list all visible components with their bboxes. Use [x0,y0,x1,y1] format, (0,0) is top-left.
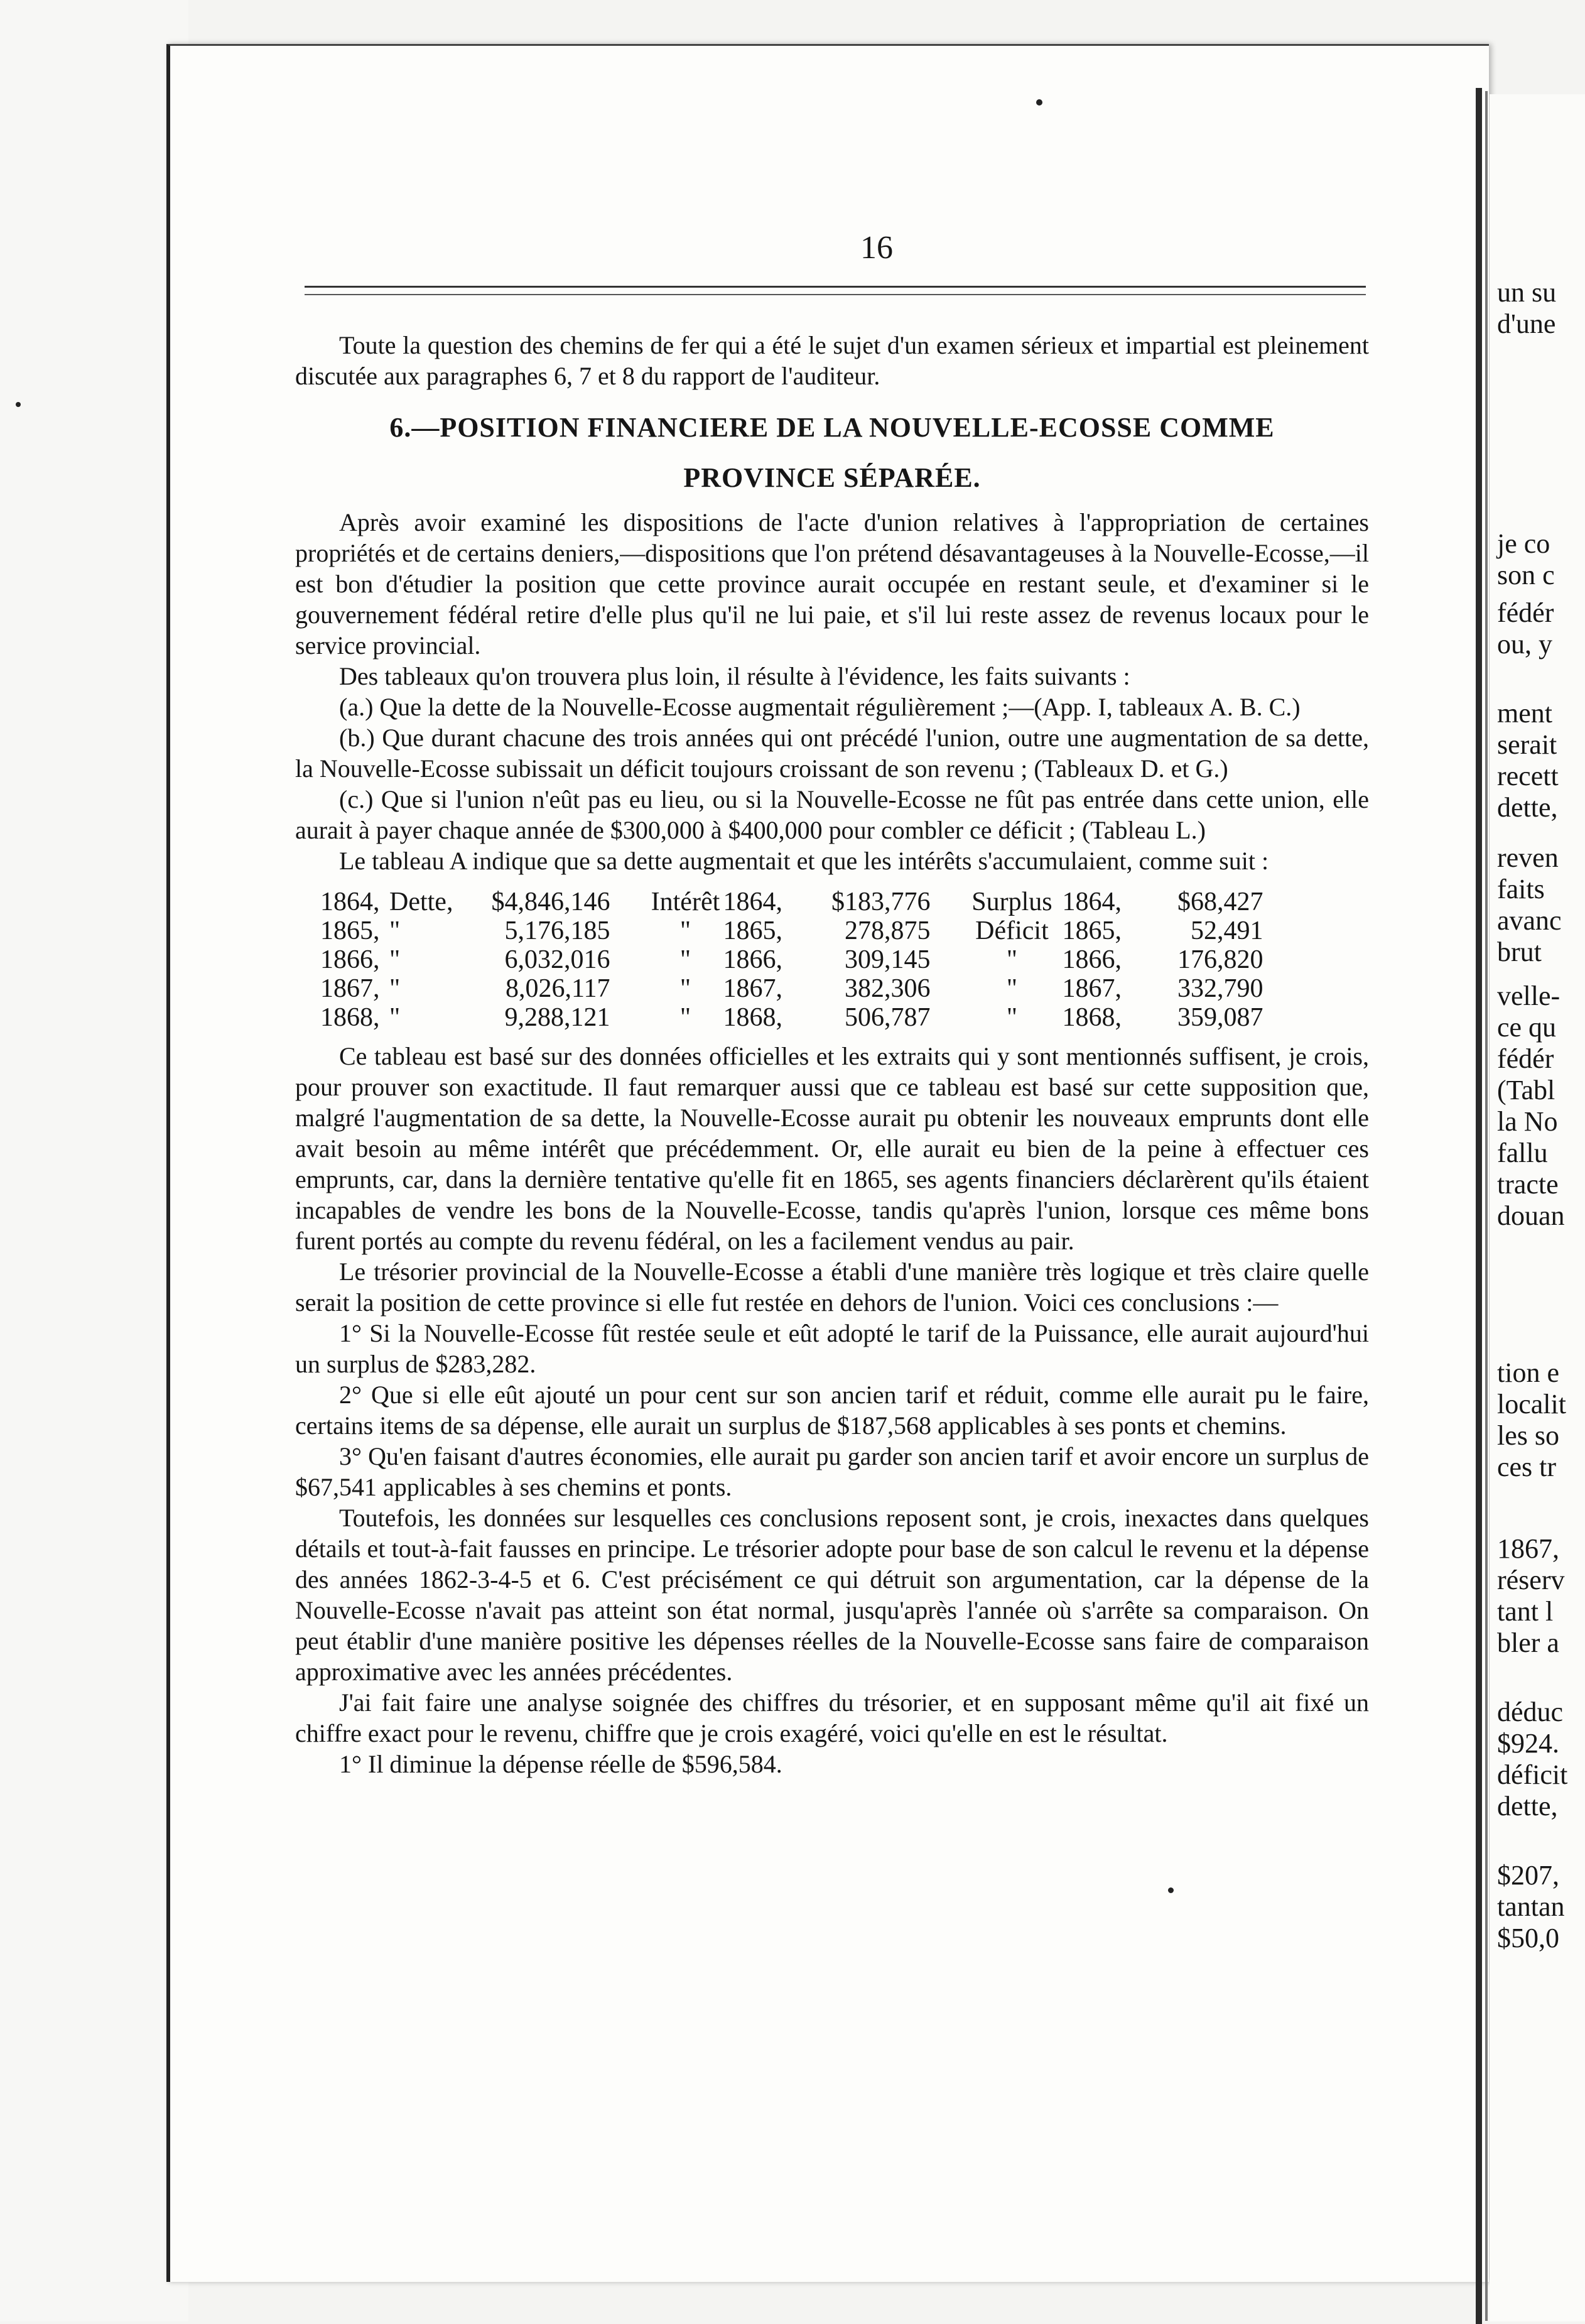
table-interest-cell: 506,787 [844,1003,931,1032]
facing-page-text-fragment: faits [1497,874,1545,904]
table-balance-cell: $68,427 [1177,888,1263,916]
facing-page-text-fragment: recett [1497,761,1559,791]
facing-page-text-fragment: les so [1497,1420,1559,1451]
table-label-cell: " [1006,1003,1018,1032]
intro-paragraph: Toute la question des chemins de fer qui a été le sujet d'un examen sérieux et impartial est pleinement discutée aux paragraphes 6, 7 et 8 du rapport de l'auditeur. [295,331,1369,390]
facing-page-text-fragment: localit [1497,1389,1566,1420]
table-label-cell: " [679,974,691,1003]
paragraph: 2° Que si elle eût ajouté un pour cent sur son ancien tarif et réduit, comme elle aurait pu le faire, certains items de sa dépense, elle aurait un surplus de $187,568 applicables à ses ponts et chemins. [295,1381,1369,1440]
table-label-cell: " [389,1003,401,1032]
table-year-cell: 1868, [320,1003,380,1032]
table-year-cell: 1864, [1062,888,1122,916]
table-row [320,974,1263,1003]
page-gutter-shadow [1485,91,1488,2321]
table-label-cell: Intérêt [651,888,720,916]
facing-page-text-fragment: $50,0 [1497,1923,1559,1953]
facing-page-text-fragment: dette, [1497,792,1558,823]
table-row [320,1003,1263,1032]
page-gutter [1476,88,1482,2324]
table-year-cell: 1868, [723,1003,782,1032]
facing-page-text-fragment: brut [1497,937,1542,967]
facing-page-text-fragment: tant l [1497,1596,1554,1627]
table-label-cell: " [389,945,401,974]
facing-page-text-fragment: tantan [1497,1891,1565,1922]
facing-page-text-fragment: fédér [1497,597,1554,628]
table-label-cell: " [679,1003,691,1032]
paragraph: Ce tableau est basé sur des données officielles et les extraits qui y sont mentionnés suffisent, je crois, pour prouver son exactitude. Il faut remarquer aussi que ce tableau est basé sur cette supposition que, malgré l'augmentation de sa dette, la Nouvelle-Ecosse aurait pu obtenir les nouveaux emprunts dont elle avait besoin au même intérêt que précédemment. Or, elle aurait eu bien de la peine à effectuer ces emprunts, car, dans la dernière tentative qu'elle fit en 1865, ses agents financiers déclarèrent qu'ils étaient incapables de vendre les bons de la Nouvelle-Ecosse, tandis qu'après l'union, lorsque ces même bons furent portés au compte du revenu fédéral, on les a facilement vendus au pair. [295,1042,1369,1255]
paragraphs-before-table [295,507,1369,876]
table-label-cell: Dette, [389,888,453,916]
table-label-cell: Surplus [971,888,1052,916]
facing-page-text-fragment: ment [1497,698,1552,729]
table-label-cell: " [679,916,691,945]
table-debt-cell: 8,026,117 [506,974,610,1003]
facing-page-text-fragment: ces tr [1497,1452,1557,1482]
paragraph: Des tableaux qu'on trouvera plus loin, il résulte à l'évidence, les faits suivants : [339,662,1130,690]
table-year-cell: 1867, [1062,974,1122,1003]
speck-mark [16,402,21,407]
table-label-cell: " [389,974,401,1003]
table-label-cell: Déficit [975,916,1049,945]
table-debt-cell: $4,846,146 [491,888,610,916]
table-label-cell: " [1006,945,1018,974]
paragraph: (c.) Que si l'union n'eût pas eu lieu, ou si la Nouvelle-Ecosse ne fût pas entrée dans cette union, elle aurait à payer chaque année de $300,000 à $400,000 pour combler ce déficit ; (Tableau L.) [295,785,1369,844]
facing-page-text-fragment: bler a [1497,1627,1559,1658]
facing-page-text-fragment: la No [1497,1106,1558,1137]
table-year-cell: 1867, [320,974,380,1003]
facing-page-text-fragment: fallu [1497,1138,1548,1168]
table-year-cell: 1865, [723,916,782,945]
facing-page-text-fragment: son c [1497,560,1555,590]
paragraph: J'ai fait faire une analyse soignée des chiffres du trésorier, et en supposant même qu'il ait fixé un chiffre exact pour le revenu, chiffre que je crois exagéré, voici qu'elle en est le résultat. [295,1688,1369,1747]
table-year-cell: 1866, [723,945,782,974]
paragraphs-after-table [295,1041,1369,1779]
facing-page-text-fragment: serait [1497,729,1557,760]
facing-page-text-fragment: ou, y [1497,629,1552,660]
table-year-cell: 1866, [320,945,380,974]
facing-page-text-fragment: $924. [1497,1728,1559,1759]
facing-page-text-fragment: avanc [1497,905,1562,936]
paragraph: Après avoir examiné les dispositions de l'acte d'union relatives à l'appropriation de certaines propriétés et de certains deniers,—dispositions que l'on prétend désavantageuses à la Nouvelle-Ecosse,—il est bon d'étudier la position que cette province aurait occupée en restant seule, et d'examiner si le gouvernement fédéral retire d'elle plus qu'il ne lui paie, et s'il lui reste assez de revenus locaux pour le service provincial. [295,508,1369,660]
facing-page-text-fragment: (Tabl [1497,1075,1555,1105]
speck-mark [1036,99,1042,106]
facing-page-fragment [1490,94,1585,2321]
facing-page-text-fragment: reven [1497,842,1559,873]
paragraph: 1° Il diminue la dépense réelle de $596,584. [339,1750,782,1778]
table-year-cell: 1864, [320,888,380,916]
table-year-cell: 1867, [723,974,782,1003]
paragraph: Toutefois, les données sur lesquelles ces conclusions reposent sont, je crois, inexactes dans quelques détails et tout-à-fait fausses en principe. Le trésorier adopte pour base de son calcul le revenu et la dépense des années 1862-3-4-5 et 6. C'est précisément ce qui détruit son argumentation, car la dépense de la Nouvelle-Ecosse n'avait pas atteint son état normal, jusqu'après l'année où s'arrête sa comparaison. On peut établir d'une manière positive les dépenses réelles de la Nouvelle-Ecosse sans faire de comparaison approximative avec les années précédentes. [295,1504,1369,1686]
paragraph: Le trésorier provincial de la Nouvelle-Ecosse a établi d'une manière très logique et très claire quelle serait la position de cette province si elle fut restée en dehors de l'union. Voici ces conclusions :— [295,1257,1369,1317]
speck-mark [1168,1887,1174,1893]
table-interest-cell: 278,875 [844,916,931,945]
facing-page-text-fragment: je co [1497,528,1550,559]
table-label-cell: " [679,945,691,974]
facing-page-text-fragment: tion e [1497,1357,1559,1388]
facing-page-text-fragment: tracte [1497,1169,1559,1200]
facing-page-text-fragment: déficit [1497,1759,1568,1790]
debt-interest-table [320,888,1263,1032]
facing-page-text-fragment: 1867, [1497,1533,1559,1564]
table-debt-cell: 5,176,185 [504,916,610,945]
facing-page-text-fragment: $207, [1497,1860,1559,1891]
table-row [320,945,1263,974]
paragraph: Le tableau A indique que sa dette augmentait et que les intérêts s'accumulaient, comme suit : [339,847,1269,875]
section-heading-line2: PROVINCE SÉPARÉE. [683,462,981,493]
body-text [295,330,1369,1779]
table-label-cell: " [1006,974,1018,1003]
page-number: 16 [860,230,893,266]
table-year-cell: 1865, [320,916,380,945]
facing-page-text-fragment: dette, [1497,1791,1558,1822]
table-balance-cell: 52,491 [1190,916,1263,945]
table-debt-cell: 6,032,016 [504,945,610,974]
paragraph: (a.) Que la dette de la Nouvelle-Ecosse augmentait régulièrement ;—(App. I, tableaux A. B. C.) [339,693,1301,721]
table-label-cell: " [389,916,401,945]
header-rule-secondary [305,294,1366,295]
section-heading [295,403,1369,503]
table-row [320,916,1263,945]
facing-page-text-fragment: d'une [1497,308,1556,339]
table-balance-cell: 332,790 [1177,974,1263,1003]
facing-page-text-fragment: réserv [1497,1565,1565,1595]
paragraph: 3° Qu'en faisant d'autres économies, elle aurait pu garder son ancien tarif et avoir encore un surplus de $67,541 applicables à ses chemins et ponts. [295,1442,1369,1501]
table-interest-cell: 309,145 [844,945,931,974]
table-year-cell: 1865, [1062,916,1122,945]
table-interest-cell: 382,306 [844,974,931,1003]
paragraph: 1° Si la Nouvelle-Ecosse fût restée seule et eût adopté le tarif de la Puissance, elle aurait aujourd'hui un surplus de $283,282. [295,1319,1369,1378]
table-balance-cell: 176,820 [1177,945,1263,974]
section-heading-line1: 6.—POSITION FINANCIERE DE LA NOUVELLE-ECOSSE COMME [389,412,1275,443]
header-rule [305,286,1366,288]
facing-page-text-fragment: déduc [1497,1697,1564,1727]
facing-page-text-fragment: un su [1497,277,1557,308]
table-balance-cell: 359,087 [1177,1003,1263,1032]
table-year-cell: 1868, [1062,1003,1122,1032]
facing-page-text-fragment: douan [1497,1200,1565,1231]
paragraph: (b.) Que durant chacune des trois années qui ont précédé l'union, outre une augmentation de sa dette, la Nouvelle-Ecosse subissait un déficit toujours croissant de son revenu ; (Tableaux D. et G.) [295,724,1369,783]
table-row [320,888,1263,916]
table-year-cell: 1864, [723,888,782,916]
table-debt-cell: 9,288,121 [504,1003,610,1032]
table-year-cell: 1866, [1062,945,1122,974]
table-interest-cell: $183,776 [831,888,931,916]
facing-page-text-fragment: fédér [1497,1043,1554,1074]
scan-margin [0,0,188,2321]
facing-page-text-fragment: velle- [1497,980,1561,1011]
facing-page-text-fragment: ce qu [1497,1012,1557,1043]
